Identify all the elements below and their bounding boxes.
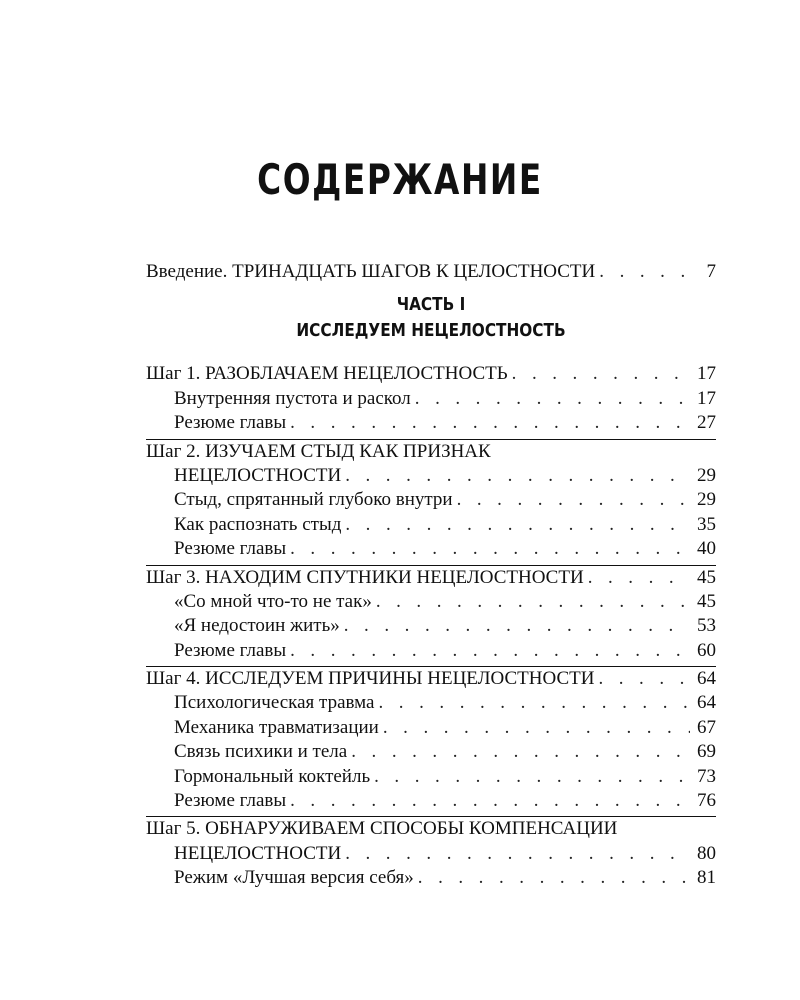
page-number: 45 [697, 590, 716, 612]
toc-step-label: Шаг 3. НАХОДИМ СПУТНИКИ НЕЦЕЛОСТНОСТИ [146, 566, 584, 588]
page-number: 64 [697, 668, 716, 690]
toc-subentry[interactable] [146, 789, 716, 813]
toc-step-5[interactable] [146, 842, 716, 866]
toc-subentry-label: Резюме главы [174, 790, 287, 812]
page-number: 35 [697, 513, 716, 535]
dot-leader [374, 765, 690, 789]
dot-leader [290, 789, 690, 813]
toc-step-label: НЕЦЕЛОСТНОСТИ [174, 464, 342, 486]
dot-leader [512, 362, 690, 386]
toc-subentry[interactable] [146, 411, 716, 435]
dot-leader [290, 537, 690, 561]
toc-subentry-label: Режим «Лучшая версия себя» [174, 867, 414, 889]
toc-subentry-label: Резюме главы [174, 412, 287, 434]
page-number: 60 [697, 639, 716, 661]
toc-step-5-line1[interactable]: Шаг 5. ОБНАРУЖИВАЕМ СПОСОБЫ КОМПЕНСАЦИИ [146, 818, 618, 840]
toc-subentry-label: Связь психики и тела [174, 741, 348, 763]
dot-leader [345, 464, 690, 488]
page-number: 27 [697, 412, 716, 434]
toc-subentry-label: «Со мной что-то не так» [174, 590, 372, 612]
dot-leader [588, 566, 690, 590]
toc-subentry[interactable] [146, 513, 716, 537]
dot-leader [344, 614, 690, 638]
toc-subentry[interactable] [146, 488, 716, 512]
page-number: 67 [697, 716, 716, 738]
dot-leader [599, 260, 690, 284]
page-number: 53 [697, 615, 716, 637]
dot-leader [379, 691, 691, 715]
toc-step-4[interactable] [146, 667, 716, 691]
toc-subentry[interactable] [146, 590, 716, 614]
page-number: 29 [697, 489, 716, 511]
toc-step-label: Шаг 4. ИССЛЕДУЕМ ПРИЧИНЫ НЕЦЕЛОСТНОСТИ [146, 668, 595, 690]
toc-subentry[interactable] [146, 691, 716, 715]
dot-leader [598, 667, 690, 691]
dot-leader [351, 740, 690, 764]
page-number: 40 [697, 538, 716, 560]
toc-step-3[interactable] [146, 566, 716, 590]
toc-subentry-label: Резюме главы [174, 538, 287, 560]
toc-subentry-label: Гормональный коктейль [174, 765, 371, 787]
toc-subentry-label: Внутренняя пустота и раскол [174, 387, 411, 409]
page-number: 81 [697, 867, 716, 889]
page-number: 29 [697, 464, 716, 486]
toc-step-2-line1[interactable]: Шаг 2. ИЗУЧАЕМ СТЫД КАК ПРИЗНАК [146, 440, 491, 462]
part-title: ИССЛЕДУЕМ НЕЦЕЛОСТНОСТЬ [296, 320, 566, 342]
toc-subentry-label: Психологическая травма [174, 692, 375, 714]
part-heading [189, 292, 674, 344]
toc-step-label: НЕЦЕЛОСТНОСТИ [174, 842, 342, 864]
dot-leader [376, 590, 690, 614]
toc-subentry[interactable] [146, 614, 716, 638]
toc-subentry-label: Как распознать стыд [174, 513, 342, 535]
toc-entry-intro[interactable] [146, 260, 716, 284]
toc-step-2[interactable] [146, 464, 716, 488]
toc-subentry-label: «Я недостоин жить» [174, 615, 340, 637]
page-number: 76 [697, 790, 716, 812]
toc-subentry[interactable] [146, 639, 716, 663]
toc-subentry-label: Резюме главы [174, 639, 287, 661]
toc-step-label: Шаг 1. РАЗОБЛАЧАЕМ НЕЦЕЛОСТНОСТЬ [146, 363, 508, 385]
toc-subentry[interactable] [146, 716, 716, 740]
dot-leader [457, 488, 690, 512]
toc-step-1[interactable] [146, 362, 716, 386]
toc-subentry[interactable] [146, 765, 716, 789]
dot-leader [383, 716, 690, 740]
toc-subentry-label: Механика травматизации [174, 716, 379, 738]
page-number: 80 [697, 842, 716, 864]
page-number: 17 [697, 387, 716, 409]
toc-subentry[interactable] [146, 387, 716, 411]
dot-leader [418, 866, 690, 890]
page-number: 69 [697, 741, 716, 763]
dot-leader [290, 639, 690, 663]
dot-leader [290, 411, 690, 435]
page-number: 17 [697, 363, 716, 385]
table-of-contents [146, 260, 716, 891]
dot-leader [415, 387, 690, 411]
toc-subentry-label: Стыд, спрятанный глубоко внутри [174, 489, 453, 511]
toc-subentry[interactable] [146, 740, 716, 764]
toc-subentry[interactable] [146, 537, 716, 561]
page-number: 64 [697, 692, 716, 714]
dot-leader [345, 513, 690, 537]
toc-subentry[interactable] [146, 866, 716, 890]
page-number: 73 [697, 765, 716, 787]
page-number: 7 [706, 261, 716, 282]
dot-leader [345, 842, 690, 866]
toc-entry-label: Введение. ТРИНАДЦАТЬ ШАГОВ К ЦЕЛОСТНОСТИ [146, 261, 596, 282]
page-number: 45 [697, 566, 716, 588]
page-title: СОДЕРЖАНИЕ [257, 155, 543, 204]
part-number: ЧАСТЬ I [396, 294, 466, 316]
